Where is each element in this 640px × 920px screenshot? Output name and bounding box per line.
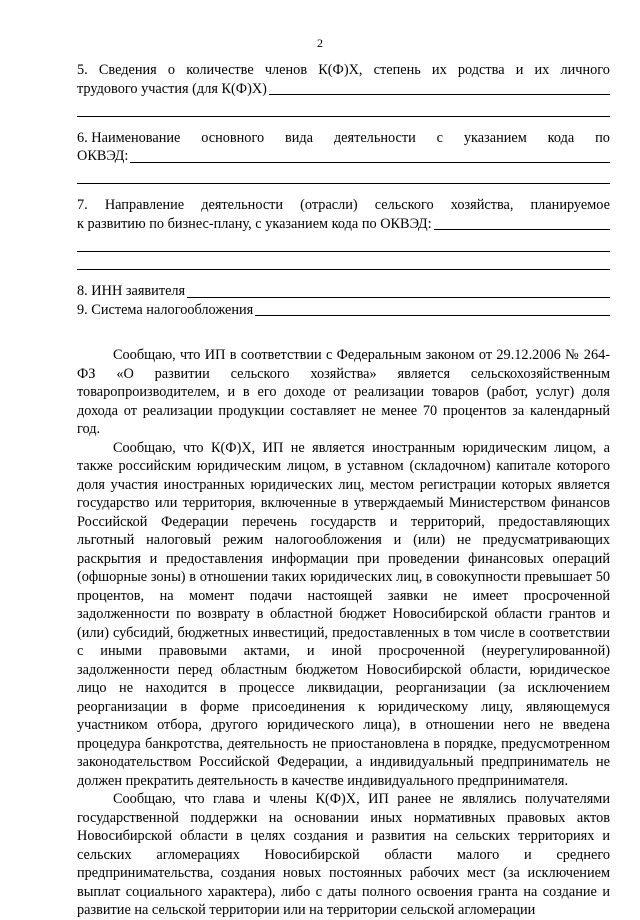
item-6-word: кода bbox=[547, 129, 575, 146]
item-6-word: по bbox=[595, 129, 610, 146]
word: членов bbox=[264, 62, 308, 78]
item-6-text-2: ОКВЭД: bbox=[77, 148, 129, 164]
word: (отрасли) bbox=[300, 197, 358, 213]
word: и bbox=[515, 62, 524, 78]
item-6-word: вида bbox=[284, 129, 314, 146]
word: Направление bbox=[104, 197, 185, 213]
item-6-line-2 bbox=[77, 147, 610, 166]
item-7-blank-line-1[interactable] bbox=[77, 233, 610, 252]
item-9-blank[interactable] bbox=[255, 302, 610, 316]
item-6-line-1 bbox=[77, 129, 610, 148]
item-7-line-1 bbox=[77, 196, 610, 215]
item-8-text: 8. ИНН заявителя bbox=[77, 283, 186, 299]
item-7-text-2: к развитию по бизнес-плану, с указанием кода по ОКВЭД: bbox=[77, 215, 432, 232]
word: о bbox=[167, 62, 176, 78]
item-6-word: деятельности bbox=[333, 129, 416, 146]
item-6-word: с bbox=[436, 129, 443, 146]
item-6-word: 6. Наименование bbox=[77, 129, 181, 146]
item-6-blank-line[interactable] bbox=[77, 166, 610, 185]
item-7-line-2 bbox=[77, 215, 610, 234]
item-5-line-2 bbox=[77, 80, 610, 99]
item-6-blank[interactable] bbox=[130, 149, 610, 163]
item-5-blank[interactable] bbox=[269, 81, 610, 95]
item-8-blank[interactable] bbox=[187, 284, 610, 298]
paragraph-1: Сообщаю, что ИП в соответствии с Федеральным законом от 29.12.2006 № 264-ФЗ «О развитии сельского хозяйства» является сельскохозяйственным товаропроизводителем, и в его доходе от реализации товаров (работ, услуг) доля дохода от реализации продукции составляет не менее 70 процентов за календарный год. bbox=[77, 347, 610, 437]
word: деятельности bbox=[201, 197, 284, 213]
word: 5. bbox=[77, 62, 88, 78]
item-5-text-2: трудового участия (для К(Ф)Х) bbox=[77, 80, 267, 97]
word: 7. bbox=[77, 197, 88, 213]
word: Сведения bbox=[98, 62, 157, 78]
item-6-word: основного bbox=[201, 129, 265, 146]
item-9-line bbox=[77, 301, 610, 320]
word: планируемое bbox=[530, 197, 610, 213]
page-number: 2 bbox=[317, 36, 323, 50]
word: родства bbox=[457, 62, 505, 78]
word: количестве bbox=[186, 62, 254, 78]
item-9-text: 9. Система налогообложения bbox=[77, 301, 254, 318]
item-5-blank-line[interactable] bbox=[77, 98, 610, 117]
word: К(Ф)Х, bbox=[318, 62, 363, 78]
item-8-line bbox=[77, 282, 610, 301]
paragraph-3: Сообщаю, что глава и члены К(Ф)Х, ИП ранее не являлись получателями государственной поддержки на основании иных нормативных правовых актов Новосибирской области в целях создания и развития на сельских территориях и сельских агломерациях Новосибирской области малого и среднего предпринимательства, создания новых постоянных рабочих мест (за исключением выплат социального характера), либо с даты полного освоения гранта на создание и развитие на сельской территории или на территории сельской агломерации bbox=[77, 791, 610, 918]
word: сельского bbox=[374, 197, 434, 213]
word: хозяйства, bbox=[450, 197, 514, 213]
item-6-word: указанием bbox=[463, 129, 527, 146]
word: степень bbox=[373, 62, 421, 78]
word: их bbox=[534, 62, 550, 78]
item-7-blank-line-2[interactable] bbox=[77, 252, 610, 271]
word: их bbox=[431, 62, 447, 78]
page-content bbox=[77, 61, 610, 920]
item-5-line-1 bbox=[77, 61, 610, 80]
item-7-blank[interactable] bbox=[434, 216, 610, 230]
word: личного bbox=[560, 62, 610, 78]
paragraph-2: Сообщаю, что К(Ф)Х, ИП не является иностранным юридическим лицом, а также российским юридическим лицом, в уставном (складочном) капитале которого доля участия иностранных юридических лиц, местом регистрации которых является государство или территория, включенные в утверждаемый Министерством финансов Российской Федерации перечень государств и территорий, предоставляющих льготный налоговый режим налогообложения и (или) не предусматривающих раскрытия и предоставления информации при проведении финансовых операций (офшорные зоны) в отношении таких юридических лиц, в совокупности превышает 50 процентов, на момент подачи настоящей заявки не имеет просроченной задолженности по возврату в областной бюджет Новосибирской области грантов и (или) субсидий, бюджетных инвестиций, предоставленных в том числе в соответствии с иными правовыми актами, и иной просроченной (неурегулированной) задолженности перед областным бюджетом Новосибирской области, юридическое лицо не находится в процессе ликвидации, реорганизации (за исключением реорганизации в форме присоединения к юридическому лицу, являющемуся участником отбора, другого юридического лица), в отношении него не введена процедура банкротства, деятельность не приостановлена в порядке, предусмотренном законодательством Российской Федерации, а индивидуальный предприниматель не должен прекратить деятельность в качестве индивидуального предпринимателя. bbox=[77, 439, 610, 789]
